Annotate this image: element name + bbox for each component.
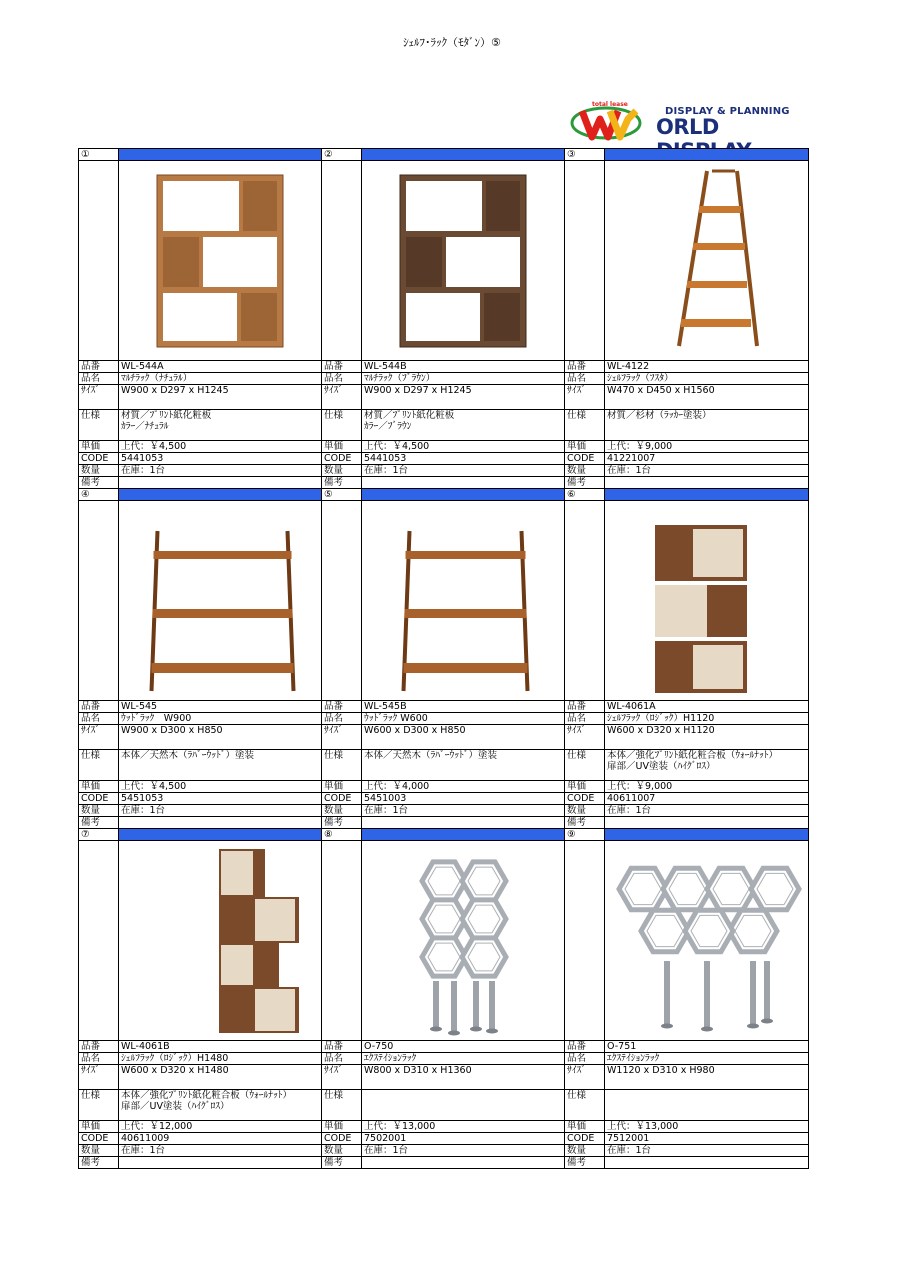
value-size: W800 x D310 x H1360 (362, 1065, 565, 1090)
value-code: 41221007 (605, 453, 809, 465)
image-spacer (79, 501, 119, 701)
value-hinmei: ｴｸｽﾃｲｼｮﾝﾗｯｸ (362, 1053, 565, 1065)
value-spec (119, 410, 322, 441)
value-size: W900 x D297 x H1245 (119, 385, 322, 410)
image-spacer (79, 841, 119, 1041)
value-note (362, 477, 565, 489)
product-photo-icon (121, 161, 322, 360)
value-qty: 在庫：1台 (362, 805, 565, 817)
label-size: ｻｲｽﾞ (79, 1065, 119, 1090)
value-size: W470 x D450 x H1560 (605, 385, 809, 410)
label-suryo: 数量 (565, 465, 605, 477)
product-image-4 (119, 501, 322, 701)
label-biko: 備考 (565, 817, 605, 829)
label-suryo: 数量 (322, 465, 362, 477)
label-hinban: 品番 (79, 361, 119, 373)
product-image-8 (362, 841, 565, 1041)
value-note (605, 817, 809, 829)
item-header-bar (119, 149, 322, 161)
item-number: ⑧ (322, 829, 362, 841)
value-code: 7512001 (605, 1133, 809, 1145)
spec-line-1: 材質／杉材（ﾗｯｶｰ塗装） (607, 410, 712, 421)
spec-line-1: 材質／ﾌﾟﾘﾝﾄ紙化粧板 (121, 410, 212, 421)
label-code: CODE (322, 453, 362, 465)
value-qty: 在庫：1台 (605, 805, 809, 817)
logo-main-text: ORLD (656, 115, 719, 139)
label-hinmei: 品名 (79, 373, 119, 385)
label-size: ｻｲｽﾞ (565, 385, 605, 410)
value-price: 上代：￥9,000 (605, 781, 809, 793)
value-size: W600 x D300 x H850 (362, 725, 565, 750)
value-code: 5451053 (119, 793, 322, 805)
label-shiyou: 仕様 (322, 410, 362, 441)
value-qty: 在庫：1台 (362, 465, 565, 477)
image-spacer (565, 501, 605, 701)
spec-line-2: 扉部／UV塗装（ﾊｲｸﾞﾛｽ） (121, 1101, 230, 1112)
value-hinmei: ｼｪﾙﾌﾗｯｸ（ﾌｽﾀ） (605, 373, 809, 385)
value-size: W900 x D297 x H1245 (362, 385, 565, 410)
value-spec (119, 1090, 322, 1121)
item-number: ⑦ (79, 829, 119, 841)
value-hinban: WL-544B (362, 361, 565, 373)
image-spacer (79, 161, 119, 361)
label-suryo: 数量 (79, 805, 119, 817)
label-hinmei: 品名 (565, 713, 605, 725)
value-hinban: WL-4061B (119, 1041, 322, 1053)
label-code: CODE (79, 793, 119, 805)
spec-line-2: 扉部／UV塗装（ﾊｲｸﾞﾛｽ） (607, 761, 716, 772)
product-photo-icon (607, 501, 809, 700)
value-note (119, 1157, 322, 1169)
item-number: ⑤ (322, 489, 362, 501)
value-size: W600 x D320 x H1480 (119, 1065, 322, 1090)
label-shiyou: 仕様 (565, 1090, 605, 1121)
product-photo-icon (607, 161, 809, 360)
label-code: CODE (565, 793, 605, 805)
label-biko: 備考 (565, 1157, 605, 1169)
value-size: W1120 x D310 x H980 (605, 1065, 809, 1090)
item-number: ③ (565, 149, 605, 161)
label-size: ｻｲｽﾞ (565, 1065, 605, 1090)
label-hinmei: 品名 (322, 373, 362, 385)
image-spacer (565, 161, 605, 361)
label-shiyou: 仕様 (565, 750, 605, 781)
value-spec (362, 750, 565, 781)
label-hinmei: 品名 (565, 1053, 605, 1065)
product-image-9 (605, 841, 809, 1041)
item-number: ④ (79, 489, 119, 501)
product-image-7 (119, 841, 322, 1041)
value-note (605, 1157, 809, 1169)
product-photo-icon (364, 501, 565, 700)
product-photo-icon (121, 501, 322, 700)
value-hinban: O-750 (362, 1041, 565, 1053)
value-code: 5441053 (362, 453, 565, 465)
label-hinban: 品番 (79, 701, 119, 713)
value-hinban: WL-544A (119, 361, 322, 373)
value-hinmei: ｳｯﾄﾞﾗｯｸ W600 (362, 713, 565, 725)
spec-line-1: 材質／ﾌﾟﾘﾝﾄ紙化粧板 (364, 410, 455, 421)
value-spec (119, 750, 322, 781)
label-hinmei: 品名 (79, 1053, 119, 1065)
value-hinban: O-751 (605, 1041, 809, 1053)
value-note (362, 817, 565, 829)
label-biko: 備考 (79, 817, 119, 829)
value-qty: 在庫：1台 (605, 465, 809, 477)
label-code: CODE (322, 1133, 362, 1145)
label-biko: 備考 (322, 1157, 362, 1169)
product-catalog-table (78, 148, 809, 1169)
item-header-bar (119, 489, 322, 501)
label-tanka: 単価 (79, 781, 119, 793)
label-suryo: 数量 (565, 805, 605, 817)
spec-line-1: 本体／強化ﾌﾟﾘﾝﾄ紙化粧合板（ｳｫｰﾙﾅｯﾄ） (607, 750, 779, 761)
label-hinban: 品番 (565, 1041, 605, 1053)
item-header-bar (362, 149, 565, 161)
product-image-6 (605, 501, 809, 701)
value-note (605, 477, 809, 489)
label-biko: 備考 (565, 477, 605, 489)
image-spacer (322, 841, 362, 1041)
value-price: 上代：￥4,500 (119, 781, 322, 793)
product-image-1 (119, 161, 322, 361)
item-number: ⑨ (565, 829, 605, 841)
item-header-bar (605, 489, 809, 501)
label-suryo: 数量 (79, 465, 119, 477)
label-hinban: 品番 (565, 361, 605, 373)
value-note (119, 477, 322, 489)
product-photo-icon (364, 841, 565, 1040)
label-size: ｻｲｽﾞ (79, 385, 119, 410)
item-number: ⑥ (565, 489, 605, 501)
item-header-bar (362, 489, 565, 501)
label-suryo: 数量 (322, 805, 362, 817)
label-suryo: 数量 (322, 1145, 362, 1157)
page-title: ｼｪﾙﾌ･ﾗｯｸ（ﾓﾀﾞﾝ）⑤ (403, 36, 501, 49)
value-hinban: WL-4061A (605, 701, 809, 713)
label-shiyou: 仕様 (565, 410, 605, 441)
label-suryo: 数量 (565, 1145, 605, 1157)
spec-line-1: 本体／天然木（ﾗﾊﾞｰｳｯﾄﾞ）塗装 (364, 750, 498, 761)
label-hinban: 品番 (79, 1041, 119, 1053)
label-biko: 備考 (79, 1157, 119, 1169)
label-tanka: 単価 (79, 1121, 119, 1133)
label-hinban: 品番 (322, 701, 362, 713)
item-header-bar (605, 829, 809, 841)
value-code: 40611007 (605, 793, 809, 805)
label-size: ｻｲｽﾞ (565, 725, 605, 750)
value-price: 上代：￥13,000 (605, 1121, 809, 1133)
value-price: 上代：￥4,000 (362, 781, 565, 793)
item-number: ① (79, 149, 119, 161)
product-photo-icon (607, 841, 809, 1040)
item-number: ② (322, 149, 362, 161)
value-price: 上代：￥4,500 (362, 441, 565, 453)
value-price: 上代：￥4,500 (119, 441, 322, 453)
product-photo-icon (121, 841, 322, 1040)
label-shiyou: 仕様 (79, 410, 119, 441)
value-hinmei: ｴｸｽﾃｲｼｮﾝﾗｯｸ (605, 1053, 809, 1065)
value-qty: 在庫：1台 (605, 1145, 809, 1157)
label-code: CODE (79, 453, 119, 465)
label-code: CODE (565, 453, 605, 465)
value-hinmei: ｳｯﾄﾞﾗｯｸ W900 (119, 713, 322, 725)
value-hinmei: ﾏﾙﾁﾗｯｸ（ﾅﾁｭﾗﾙ） (119, 373, 322, 385)
value-size: W900 x D300 x H850 (119, 725, 322, 750)
label-shiyou: 仕様 (322, 750, 362, 781)
value-hinban: WL-545B (362, 701, 565, 713)
label-tanka: 単価 (565, 441, 605, 453)
spec-line-2: ｶﾗｰ／ﾅﾁｭﾗﾙ (121, 421, 169, 432)
spec-line-2: ｶﾗｰ／ﾌﾞﾗｳﾝ (364, 421, 412, 432)
label-hinban: 品番 (322, 361, 362, 373)
label-hinmei: 品名 (322, 713, 362, 725)
value-qty: 在庫：1台 (119, 1145, 322, 1157)
label-biko: 備考 (79, 477, 119, 489)
label-tanka: 単価 (322, 1121, 362, 1133)
value-price: 上代：￥12,000 (119, 1121, 322, 1133)
label-biko: 備考 (322, 477, 362, 489)
label-tanka: 単価 (565, 781, 605, 793)
value-spec (362, 410, 565, 441)
label-tanka: 単価 (565, 1121, 605, 1133)
label-size: ｻｲｽﾞ (322, 725, 362, 750)
label-hinmei: 品名 (322, 1053, 362, 1065)
spec-line-1: 本体／天然木（ﾗﾊﾞｰｳｯﾄﾞ）塗装 (121, 750, 255, 761)
image-spacer (565, 841, 605, 1041)
label-biko: 備考 (322, 817, 362, 829)
image-spacer (322, 161, 362, 361)
value-price: 上代：￥9,000 (605, 441, 809, 453)
label-tanka: 単価 (79, 441, 119, 453)
image-spacer (322, 501, 362, 701)
label-shiyou: 仕様 (79, 750, 119, 781)
label-tanka: 単価 (322, 781, 362, 793)
value-spec (605, 1090, 809, 1121)
value-qty: 在庫：1台 (362, 1145, 565, 1157)
value-spec (362, 1090, 565, 1121)
value-code: 5441053 (119, 453, 322, 465)
value-code: 40611009 (119, 1133, 322, 1145)
value-hinmei: ｼｪﾙﾌﾗｯｸ（ﾛｼﾞｯｸ）H1480 (119, 1053, 322, 1065)
item-header-bar (119, 829, 322, 841)
label-hinban: 品番 (322, 1041, 362, 1053)
label-shiyou: 仕様 (79, 1090, 119, 1121)
value-qty: 在庫：1台 (119, 805, 322, 817)
product-image-5 (362, 501, 565, 701)
item-header-bar (362, 829, 565, 841)
spec-line-1: 本体／強化ﾌﾟﾘﾝﾄ紙化粧合板（ｳｫｰﾙﾅｯﾄ） (121, 1090, 293, 1101)
logo-subtitle: DISPLAY & PLANNING (665, 106, 790, 117)
value-hinmei: ｼｪﾙﾌﾗｯｸ（ﾛｼﾞｯｸ）H1120 (605, 713, 809, 725)
value-price: 上代：￥13,000 (362, 1121, 565, 1133)
value-size: W600 x D320 x H1120 (605, 725, 809, 750)
product-image-3 (605, 161, 809, 361)
item-header-bar (605, 149, 809, 161)
label-code: CODE (79, 1133, 119, 1145)
label-size: ｻｲｽﾞ (79, 725, 119, 750)
company-logo (570, 101, 795, 141)
value-qty: 在庫：1台 (119, 465, 322, 477)
product-photo-icon (364, 161, 565, 360)
label-hinmei: 品名 (565, 373, 605, 385)
value-hinban: WL-545 (119, 701, 322, 713)
value-spec (605, 750, 809, 781)
value-note (119, 817, 322, 829)
label-size: ｻｲｽﾞ (322, 1065, 362, 1090)
label-suryo: 数量 (79, 1145, 119, 1157)
label-code: CODE (565, 1133, 605, 1145)
value-hinmei: ﾏﾙﾁﾗｯｸ（ﾌﾞﾗｳﾝ） (362, 373, 565, 385)
label-tanka: 単価 (322, 441, 362, 453)
label-code: CODE (322, 793, 362, 805)
label-hinmei: 品名 (79, 713, 119, 725)
logo-small-text: total lease (592, 101, 628, 108)
value-hinban: WL-4122 (605, 361, 809, 373)
value-code: 7502001 (362, 1133, 565, 1145)
product-image-2 (362, 161, 565, 361)
value-code: 5451003 (362, 793, 565, 805)
value-note (362, 1157, 565, 1169)
label-hinban: 品番 (565, 701, 605, 713)
label-size: ｻｲｽﾞ (322, 385, 362, 410)
value-spec (605, 410, 809, 441)
label-shiyou: 仕様 (322, 1090, 362, 1121)
